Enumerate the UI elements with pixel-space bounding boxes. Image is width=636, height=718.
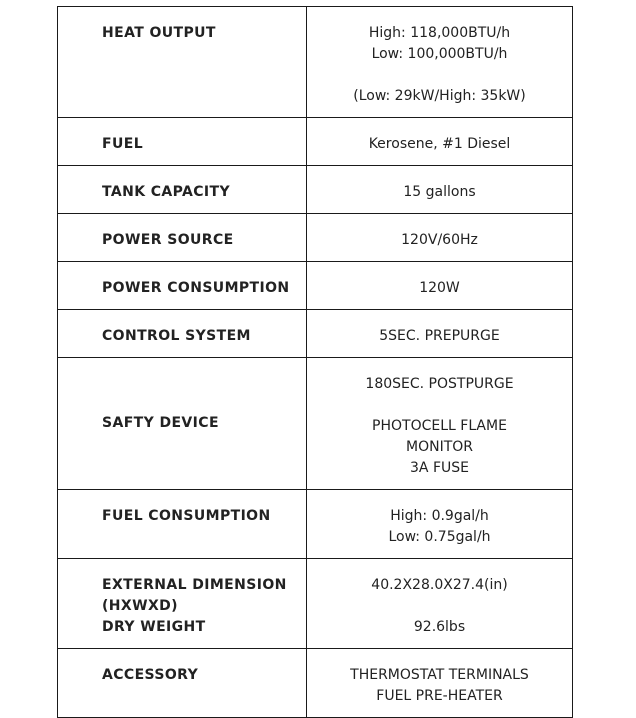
- spec-value-cell: [307, 490, 573, 559]
- spec-value: 3A FUSE: [410, 460, 469, 476]
- spec-value: 180SEC. POSTPURGE: [365, 376, 514, 392]
- spec-value: FUEL PRE-HEATER: [376, 688, 503, 704]
- spec-value: [317, 65, 562, 86]
- table-row: [58, 166, 573, 214]
- spec-label: SAFTY DEVICE: [102, 415, 219, 431]
- spec-value-cell: [307, 262, 573, 310]
- spec-value-cell: [307, 214, 573, 262]
- spec-value: MONITOR: [406, 439, 473, 455]
- spec-value: 120W: [419, 280, 460, 296]
- spec-value: [317, 395, 562, 416]
- spec-label: FUEL: [102, 136, 144, 152]
- table-row: [58, 7, 573, 118]
- spec-label: HEAT OUTPUT: [102, 25, 216, 41]
- spec-label-cell: [58, 358, 307, 490]
- spec-value-cell: [307, 559, 573, 649]
- spec-value: 15 gallons: [403, 184, 476, 200]
- spec-value: Low: 0.75gal/h: [388, 529, 491, 545]
- spec-value: (Low: 29kW/High: 35kW): [353, 88, 526, 104]
- spec-value-cell: [307, 358, 573, 490]
- spec-table: [57, 6, 573, 718]
- spec-value-cell: [307, 118, 573, 166]
- spec-value: High: 118,000BTU/h: [368, 25, 511, 41]
- spec-value: PHOTOCELL FLAME: [372, 418, 507, 434]
- spec-value: Kerosene, #1 Diesel: [368, 136, 511, 152]
- table-row: [58, 358, 573, 490]
- spec-label-cell: [58, 118, 307, 166]
- spec-value-cell: [307, 166, 573, 214]
- spec-value-cell: [307, 649, 573, 718]
- table-row: [58, 262, 573, 310]
- table-row: [58, 559, 573, 649]
- spec-label-cell: [58, 166, 307, 214]
- spec-label-cell: [58, 490, 307, 559]
- table-row: [58, 214, 573, 262]
- spec-label: ACCESSORY: [102, 667, 199, 683]
- spec-value: High: 0.9gal/h: [390, 508, 489, 524]
- spec-label: EXTERNAL DIMENSION: [102, 577, 287, 593]
- spec-label-cell: [58, 214, 307, 262]
- spec-value: THERMOSTAT TERMINALS: [350, 667, 529, 683]
- spec-label: FUEL CONSUMPTION: [102, 508, 271, 524]
- spec-value: Low: 100,000BTU/h: [371, 46, 508, 62]
- spec-label-cell: [58, 310, 307, 358]
- table-row: [58, 310, 573, 358]
- spec-label-cell: [58, 262, 307, 310]
- spec-value: [317, 596, 562, 617]
- spec-label: DRY WEIGHT: [102, 619, 206, 635]
- table-row: [58, 649, 573, 718]
- spec-label-cell: [58, 559, 307, 649]
- table-row: [58, 118, 573, 166]
- spec-label: (HXWXD): [102, 598, 178, 614]
- spec-label: POWER CONSUMPTION: [102, 280, 290, 296]
- spec-label: CONTROL SYSTEM: [102, 328, 251, 344]
- spec-value-cell: [307, 310, 573, 358]
- spec-label-cell: [58, 7, 307, 118]
- spec-value: 40.2X28.0X27.4(in): [371, 577, 508, 593]
- spec-value: 5SEC. PREPURGE: [379, 328, 500, 344]
- spec-value: 92.6lbs: [413, 619, 466, 635]
- spec-label-cell: [58, 649, 307, 718]
- spec-value: 120V/60Hz: [401, 232, 478, 248]
- spec-label: TANK CAPACITY: [102, 184, 231, 200]
- spec-label: POWER SOURCE: [102, 232, 234, 248]
- table-row: [58, 490, 573, 559]
- spec-value-cell: [307, 7, 573, 118]
- spec-table-body: [58, 7, 573, 718]
